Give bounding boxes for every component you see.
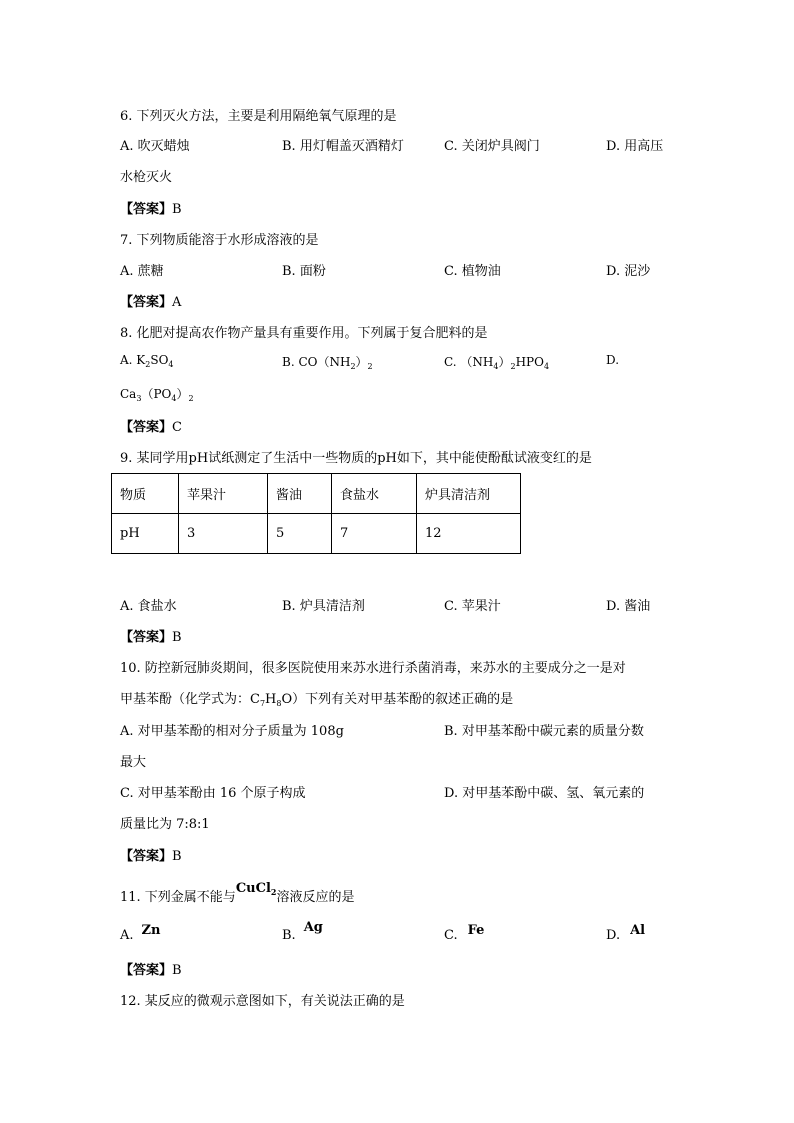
q8-answer xyxy=(120,416,182,435)
q10-option-b-cont: 最大 xyxy=(120,755,147,770)
table-header-cell: 酱油 xyxy=(268,474,332,514)
answer-label: 【答案】 xyxy=(120,963,173,978)
question-11-stem: 11. 下列金属不能与CuCl$_2$溶液反应的是 xyxy=(120,881,355,905)
question-7-stem: 7. 下列物质能溶于水形成溶液的是 xyxy=(120,233,319,248)
q6-option-b: B. 用灯帽盖灭酒精灯 xyxy=(282,139,404,154)
question-10-stem-cont: 甲基苯酚（化学式为：$C_7H_8O$）下列有关对甲基苯酚的叙述正确的是 xyxy=(120,692,514,708)
q7-option-d: D. 泥沙 xyxy=(606,264,651,279)
q8-option-c: C. $(NH_4)_2HPO_4$ xyxy=(444,355,550,371)
q11-option-d: D. Al xyxy=(606,923,646,943)
q6-answer xyxy=(120,198,182,217)
table-row xyxy=(112,514,521,554)
table-cell: 12 xyxy=(417,514,521,554)
answer-label: 【答案】 xyxy=(120,849,173,864)
q7-option-c: C. 植物油 xyxy=(444,264,501,279)
q6-option-d-cont: 水枪灭火 xyxy=(120,170,173,185)
q10-option-a: A. 对甲基苯酚的相对分子质量为 108g xyxy=(120,724,344,739)
ph-table xyxy=(111,473,521,554)
q9-option-b: B. 炉具清洁剂 xyxy=(282,599,365,614)
q10-option-b: B. 对甲基苯酚中碳元素的质量分数 xyxy=(444,724,644,739)
answer-value: B xyxy=(172,849,182,864)
q9-option-d: D. 酱油 xyxy=(606,599,651,614)
table-header-row xyxy=(112,474,521,514)
answer-value: B xyxy=(172,202,182,217)
answer-label: 【答案】 xyxy=(120,630,173,645)
q6-option-c: C. 关闭炉具阀门 xyxy=(444,139,540,154)
answer-value: B xyxy=(172,630,182,645)
table-cell: 3 xyxy=(179,514,268,554)
q7-answer xyxy=(120,291,181,310)
q10-option-d-cont: 质量比为 7:8:1 xyxy=(120,817,210,832)
question-8-stem: 8. 化肥对提高农作物产量具有重要作用。下列属于复合肥料的是 xyxy=(120,326,488,341)
q7-option-a: A. 蔗糖 xyxy=(120,264,164,279)
q8-option-d: D. xyxy=(606,353,620,367)
q9-answer xyxy=(120,626,182,645)
table-header-cell: 苹果汁 xyxy=(179,474,268,514)
q6-option-a: A. 吹灭蜡烛 xyxy=(120,139,190,154)
q7-option-b: B. 面粉 xyxy=(282,264,326,279)
chem-formula: CuCl$_2$ xyxy=(235,881,277,897)
answer-value: B xyxy=(172,963,182,978)
question-6-stem: 6. 下列灭火方法，主要是利用隔绝氧气原理的是 xyxy=(120,109,397,124)
q9-option-a: A. 食盐水 xyxy=(120,599,177,614)
table-cell: 5 xyxy=(268,514,332,554)
q8-option-d-cont: $Ca_3(PO_4)_2$ xyxy=(120,387,194,403)
question-12-stem: 12. 某反应的微观示意图如下，有关说法正确的是 xyxy=(120,994,405,1009)
q11-option-c: C. Fe xyxy=(444,923,485,943)
answer-label: 【答案】 xyxy=(120,420,173,435)
answer-label: 【答案】 xyxy=(120,295,173,310)
q10-answer xyxy=(120,845,182,864)
q11-option-a: A. Zn xyxy=(120,923,161,943)
q11-answer xyxy=(120,959,182,978)
q8-option-a: A. $K_2SO_4$ xyxy=(120,353,174,369)
q9-option-c: C. 苹果汁 xyxy=(444,599,501,614)
table-header-cell: 物质 xyxy=(112,474,179,514)
q6-option-d: D. 用高压 xyxy=(606,139,664,154)
answer-value: A xyxy=(172,295,182,310)
table-cell: 7 xyxy=(332,514,417,554)
question-9-stem: 9. 某同学用pH试纸测定了生活中一些物质的pH如下，其中能使酚酞试液变红的是 xyxy=(120,451,592,466)
q11-option-b: B.Ag xyxy=(282,920,323,943)
answer-label: 【答案】 xyxy=(120,202,173,217)
q10-option-d: D. 对甲基苯酚中碳、氢、氧元素的 xyxy=(444,786,645,801)
question-10-stem: 10. 防控新冠肺炎期间，很多医院使用来苏水进行杀菌消毒，来苏水的主要成分之一是对 xyxy=(120,661,626,676)
q10-option-c: C. 对甲基苯酚由 16 个原子构成 xyxy=(120,786,306,801)
table-header-cell: 炉具清洁剂 xyxy=(417,474,521,514)
table-cell: pH xyxy=(112,514,179,554)
table-header-cell: 食盐水 xyxy=(332,474,417,514)
answer-value: C xyxy=(172,420,182,435)
q8-option-b: B. $CO(NH_2)_2$ xyxy=(282,355,373,371)
